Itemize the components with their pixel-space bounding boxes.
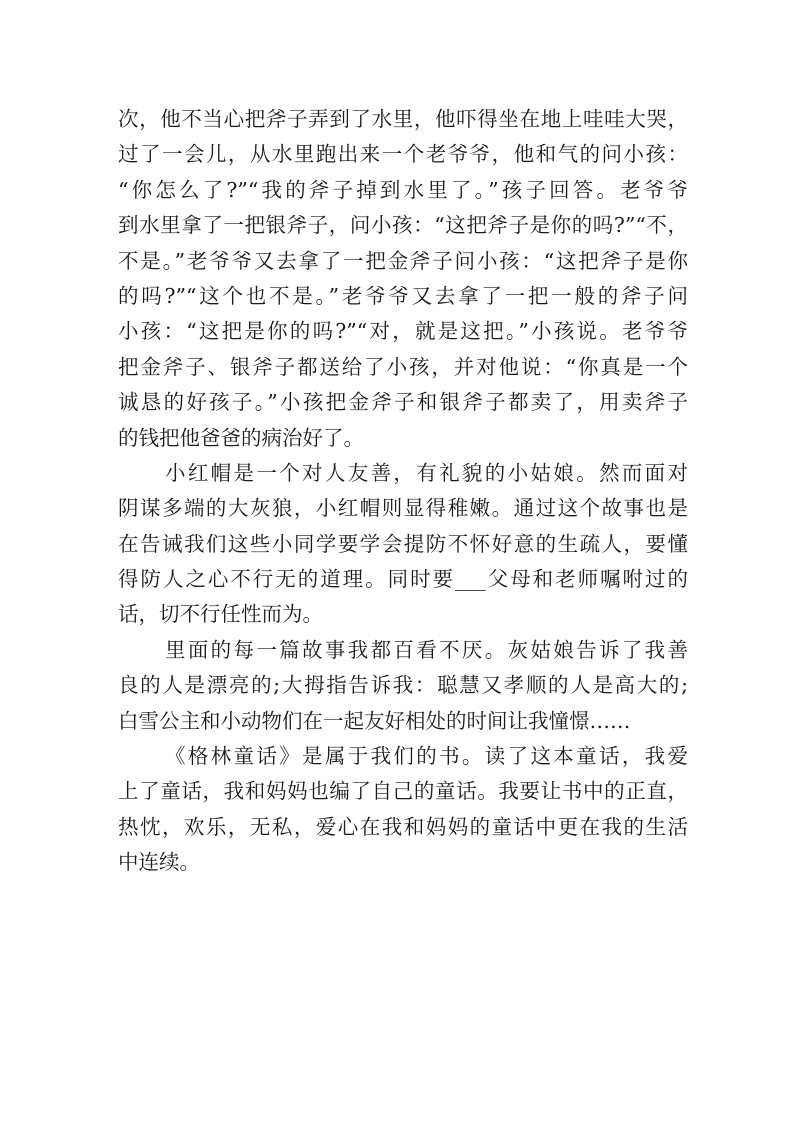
text-line: 次，他不当心把斧子弄到了水里，他吓得坐在地上哇哇大哭， (118, 107, 688, 131)
paragraph-axe-story (118, 102, 688, 456)
text-line: 良的人是漂亮的;大拇指告诉我：聪慧又孝顺的人是高大的; (118, 673, 688, 698)
text-line: 在告诫我们这些小同学要学会提防不怀好意的生疏人，要懂 (118, 531, 688, 556)
text-line: 的钱把他爸爸的病治好了。 (118, 425, 364, 450)
text-line: 得防人之心不行无的道理。同时要___父母和老师嘱咐过的 (118, 567, 688, 592)
text-line: 里面的每一篇故事我都百看不厌。灰姑娘告诉了我善 (165, 637, 688, 662)
body-text (118, 102, 688, 881)
text-line: 的吗?”“这个也不是。”老爷爷又去拿了一把一般的斧子问 (118, 283, 688, 308)
text-line: 到水里拿了一把银斧子，问小孩：“这把斧子是你的吗?”“不， (118, 213, 688, 238)
paragraph-grimm-conclusion (118, 739, 688, 881)
text-line: 热忱，欢乐，无私，爱心在我和妈妈的童话中更在我的生活 (118, 814, 688, 839)
text-line: 白雪公主和小动物们在一起友好相处的时间让我憧憬…… (118, 708, 631, 733)
text-line: 阴谋多端的大灰狼，小红帽则显得稚嫩。通过这个故事也是 (118, 496, 688, 521)
paragraph-little-red-riding-hood (118, 456, 688, 633)
text-line: 把金斧子、银斧子都送给了小孩，并对他说：“你真是一个 (118, 354, 688, 379)
text-line: 《格林童话》是属于我们的书。读了这本童话，我爱 (165, 744, 688, 769)
text-line: “你怎么了?”“我的斧子掉到水里了。”孩子回答。老爷爷 (118, 177, 688, 202)
text-line: 小红帽是一个对人友善，有礼貌的小姑娘。然而面对 (165, 460, 688, 485)
paragraph-favorite-stories (118, 633, 688, 739)
text-line: 中连续。 (118, 850, 200, 875)
text-line: 诚恳的好孩子。”小孩把金斧子和银斧子都卖了，用卖斧子 (118, 390, 688, 415)
text-line: 话，切不行任性而为。 (118, 602, 323, 627)
text-line: 过了一会儿，从水里跑出来一个老爷爷，他和气的问小孩： (118, 142, 688, 167)
text-line: 上了童话，我和妈妈也编了自己的童话。我要让书中的正直， (118, 779, 688, 804)
text-line: 不是。”老爷爷又去拿了一把金斧子问小孩：“这把斧子是你 (118, 248, 688, 273)
text-line: 小孩：“这把是你的吗?”“对，就是这把。”小孩说。老爷爷 (118, 319, 688, 344)
